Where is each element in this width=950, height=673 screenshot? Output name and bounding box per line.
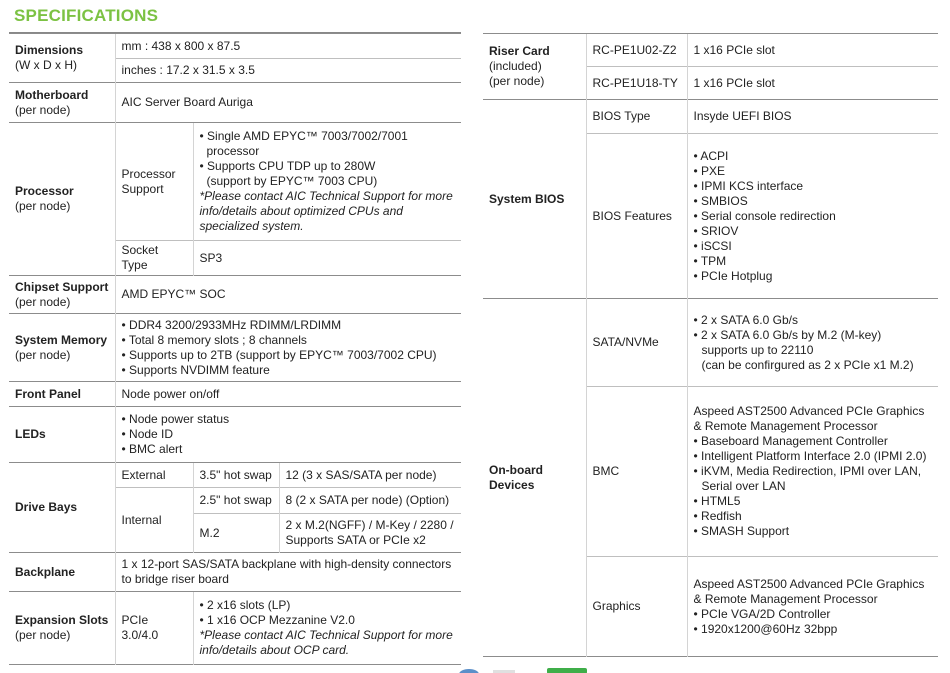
dimensions-mm: mm : 438 x 800 x 87.5 xyxy=(115,34,461,59)
backplane-value: 1 x 12-port SAS/SATA backplane with high-density connectors to bridge riser board xyxy=(115,553,461,592)
socket-type-label: Socket Type xyxy=(115,241,193,276)
certification-logos xyxy=(455,666,595,673)
drive-internal-type-2: M.2 xyxy=(193,514,279,553)
backplane-label: Backplane xyxy=(9,553,115,592)
processor-support-label: Processor Support xyxy=(115,123,193,241)
riser-value-2: 1 x16 PCIe slot xyxy=(687,67,938,100)
graphics-label: Graphics xyxy=(586,557,687,657)
sata-nvme-value: • 2 x SATA 6.0 Gb/s • 2 x SATA 6.0 Gb/s by M.2 (M-key) supports up to 22110 (can be confirgured as 2 x PCIe x1 M.2) xyxy=(687,299,938,387)
graphics-value: Aspeed AST2500 Advanced PCIe Graphics & Remote Management Processor • PCIe VGA/2D Controller • 1920x1200@60Hz 32bpp xyxy=(687,557,938,657)
motherboard-value: AIC Server Board Auriga xyxy=(115,83,461,123)
riser-model-2: RC-PE1U18-TY xyxy=(586,67,687,100)
drive-external-type: 3.5" hot swap xyxy=(193,463,279,488)
drive-bays-label: Drive Bays xyxy=(9,463,115,553)
sata-nvme-label: SATA/NVMe xyxy=(586,299,687,387)
memory-label: System Memory (per node) xyxy=(9,314,115,382)
logo-green-icon xyxy=(547,668,587,673)
bios-features-label: BIOS Features xyxy=(586,134,687,299)
memory-value: • DDR4 3200/2933MHz RDIMM/LRDIMM • Total 8 memory slots ; 8 channels • Supports up to 2TB (support by EPYC™ 7003/7002 CPU) • Supports NVDIMM feature xyxy=(115,314,461,382)
onboard-devices-label: On-board Devices xyxy=(483,299,586,657)
riser-model-1: RC-PE1U02-Z2 xyxy=(586,34,687,67)
motherboard-label: Motherboard (per node) xyxy=(9,83,115,123)
expansion-label: Expansion Slots (per node) xyxy=(9,592,115,665)
drive-internal-label: Internal xyxy=(115,488,193,553)
drive-external-label: External xyxy=(115,463,193,488)
bios-features-value: • ACPI • PXE • IPMI KCS interface • SMBIOS • Serial console redirection • SRIOV • iSCSI • TPM • PCIe Hotplug xyxy=(687,134,938,299)
bios-type-value: Insyde UEFI BIOS xyxy=(687,100,938,134)
system-bios-label: System BIOS xyxy=(483,100,586,299)
drive-external-value: 12 (3 x SAS/SATA per node) xyxy=(279,463,461,488)
riser-card-label: Riser Card (included) (per node) xyxy=(483,34,586,100)
processor-support-value: • Single AMD EPYC™ 7003/7002/7001 processor • Supports CPU TDP up to 280W (support by EPYC™ 7003 CPU) *Please contact AIC Technical Support for more info/details about optimized CPUs and specialized system. xyxy=(193,123,461,241)
chipset-label: Chipset Support (per node) xyxy=(9,276,115,314)
bmc-value: Aspeed AST2500 Advanced PCIe Graphics & Remote Management Processor • Baseboard Management Controller • Intelligent Platform Interface 2.0 (IPMI 2.0) • iKVM, Media Redirection, IPMI over LAN, Serial over LAN • HTML5 • Redfish • SMASH Support xyxy=(687,387,938,557)
expansion-type: PCIe 3.0/4.0 xyxy=(115,592,193,665)
right-spec-table xyxy=(483,33,938,657)
left-spec-table xyxy=(9,33,461,665)
bios-type-label: BIOS Type xyxy=(586,100,687,134)
logo-blue-icon xyxy=(459,669,479,673)
processor-label: Processor (per node) xyxy=(9,123,115,276)
front-panel-value: Node power on/off xyxy=(115,382,461,407)
leds-label: LEDs xyxy=(9,407,115,463)
dimensions-inches: inches : 17.2 x 31.5 x 3.5 xyxy=(115,59,461,83)
riser-value-1: 1 x16 PCIe slot xyxy=(687,34,938,67)
dimensions-label: Dimensions (W x D x H) xyxy=(9,34,115,83)
expansion-value: • 2 x16 slots (LP) • 1 x16 OCP Mezzanine V2.0 *Please contact AIC Technical Support for more info/details about OCP card. xyxy=(193,592,461,665)
socket-type-value: SP3 xyxy=(193,241,461,276)
chipset-value: AMD EPYC™ SOC xyxy=(115,276,461,314)
leds-value: • Node power status • Node ID • BMC alert xyxy=(115,407,461,463)
drive-internal-value-1: 8 (2 x SATA per node) (Option) xyxy=(279,488,461,514)
bmc-label: BMC xyxy=(586,387,687,557)
page-title: SPECIFICATIONS xyxy=(14,6,159,25)
drive-internal-type-1: 2.5" hot swap xyxy=(193,488,279,514)
drive-internal-value-2: 2 x M.2(NGFF) / M-Key / 2280 / Supports SATA or PCIe x2 xyxy=(279,514,461,553)
front-panel-label: Front Panel xyxy=(9,382,115,407)
